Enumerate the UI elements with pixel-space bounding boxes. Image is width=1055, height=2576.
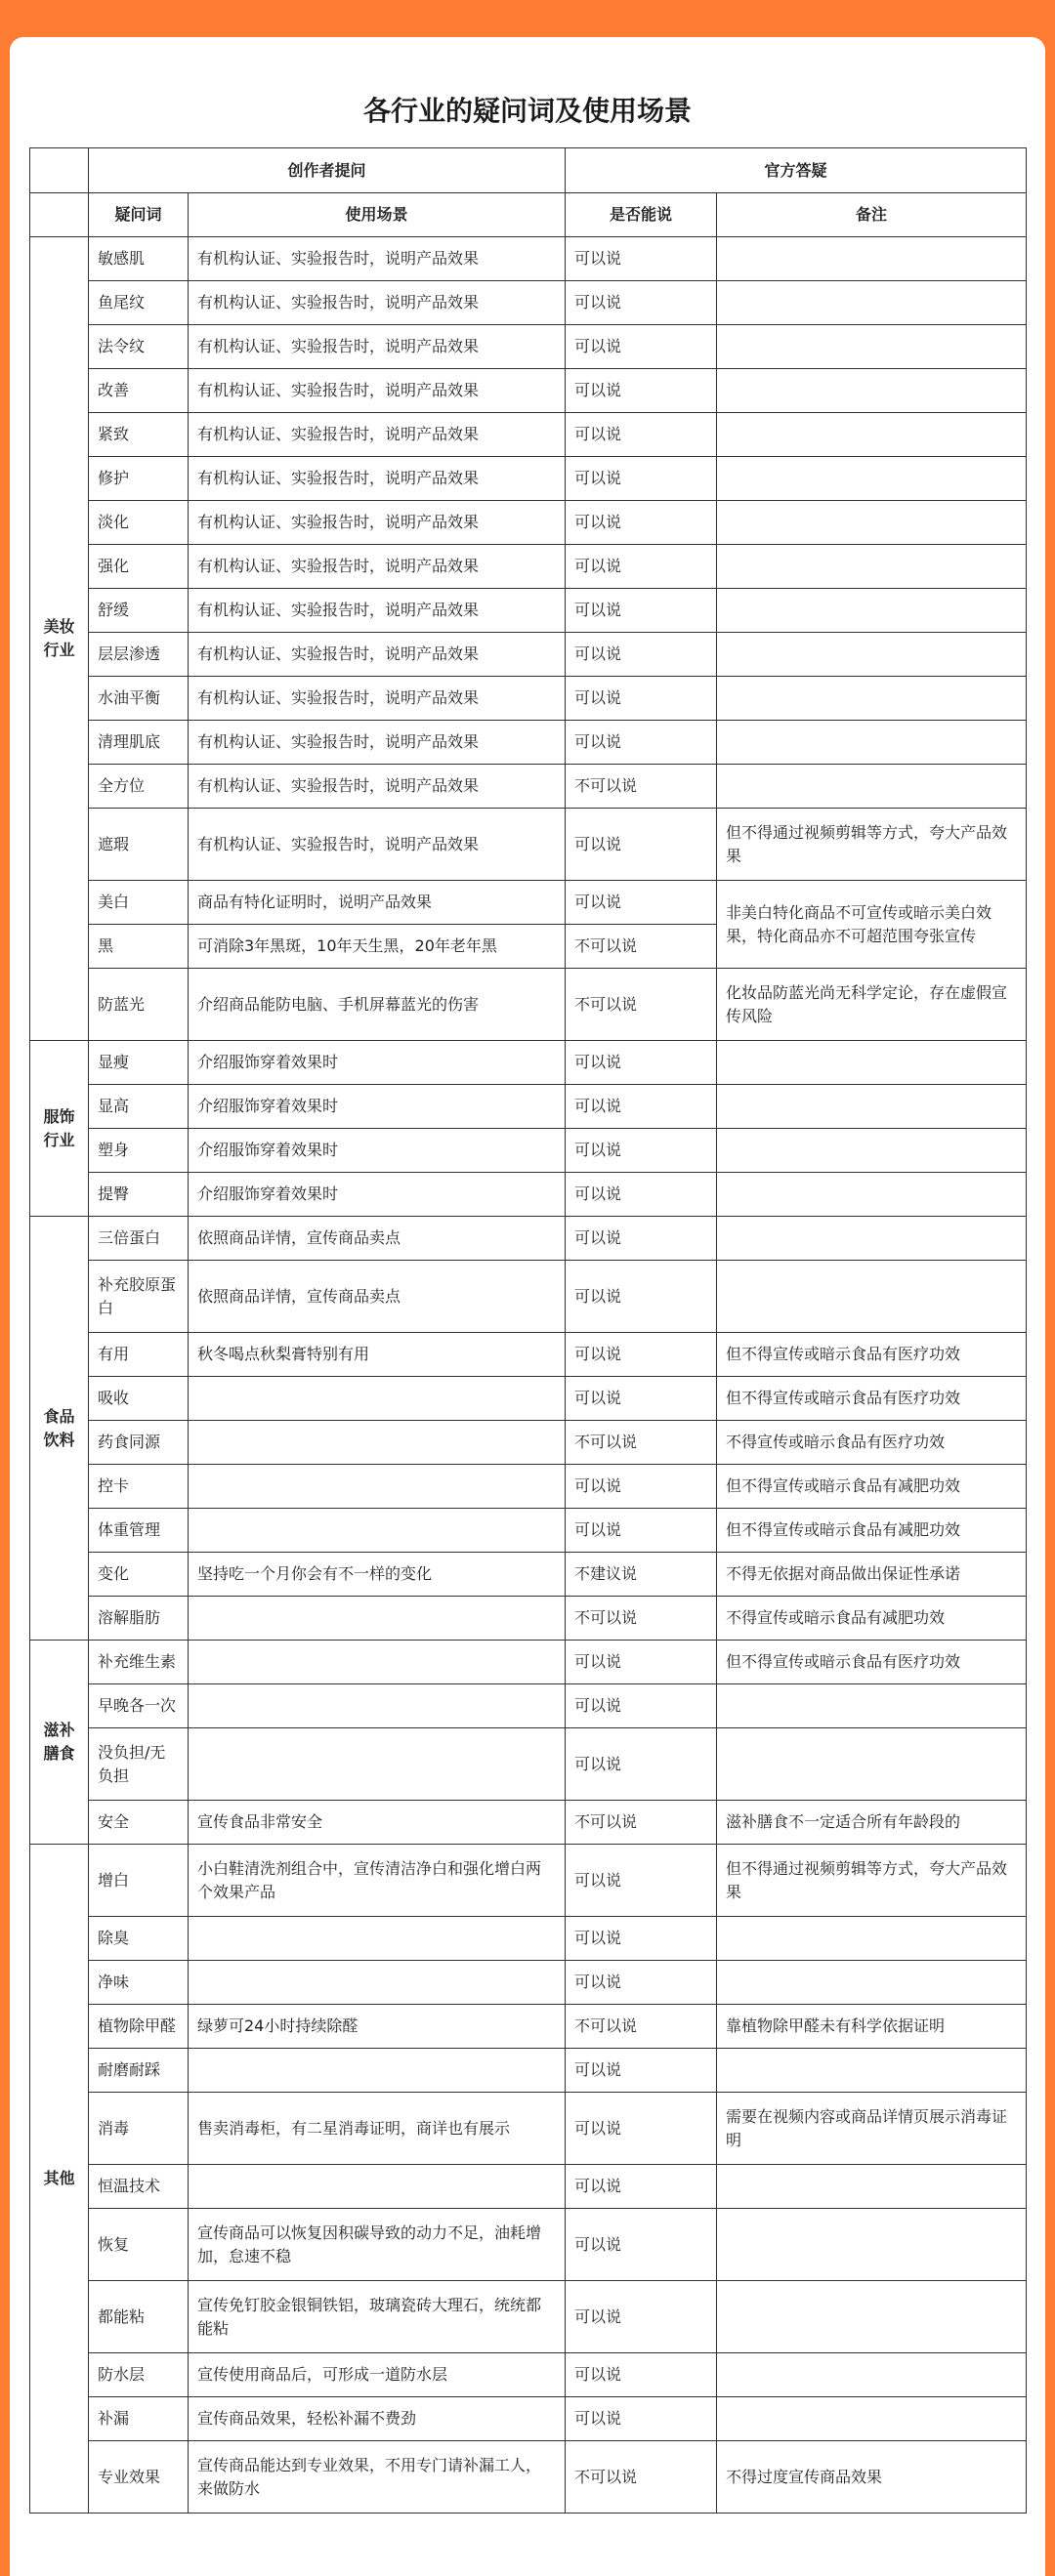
word-cell: 消毒 xyxy=(89,2093,189,2165)
note-cell xyxy=(717,545,1027,589)
word-cell: 除臭 xyxy=(89,1917,189,1961)
note-cell xyxy=(717,2165,1027,2209)
allowed-cell: 可以说 xyxy=(566,1377,717,1421)
scene-cell: 依照商品详情，宣传商品卖点 xyxy=(189,1261,566,1333)
note-cell: 但不得宣传或暗示食品有减肥功效 xyxy=(717,1509,1027,1553)
table-row xyxy=(30,1684,1027,1728)
word-cell: 都能粘 xyxy=(89,2281,189,2353)
word-cell: 改善 xyxy=(89,369,189,413)
scene-cell xyxy=(189,1728,566,1801)
content-card xyxy=(10,37,1045,2576)
word-cell: 美白 xyxy=(89,881,189,925)
note-cell: 靠植物除甲醛未有科学依据证明 xyxy=(717,2005,1027,2049)
word-cell: 防水层 xyxy=(89,2353,189,2397)
header-allowed: 是否能说 xyxy=(566,193,717,237)
note-cell xyxy=(717,2353,1027,2397)
table-row xyxy=(30,1041,1027,1085)
word-cell: 紧致 xyxy=(89,413,189,457)
allowed-cell: 可以说 xyxy=(566,677,717,721)
allowed-cell: 可以说 xyxy=(566,1684,717,1728)
table-row xyxy=(30,881,1027,925)
scene-cell: 有机构认证、实验报告时，说明产品效果 xyxy=(189,413,566,457)
scene-cell: 有机构认证、实验报告时，说明产品效果 xyxy=(189,457,566,501)
table-row xyxy=(30,325,1027,369)
scene-cell: 依照商品详情，宣传商品卖点 xyxy=(189,1217,566,1261)
scene-cell: 有机构认证、实验报告时，说明产品效果 xyxy=(189,809,566,881)
word-cell: 补漏 xyxy=(89,2397,189,2441)
note-cell xyxy=(717,1728,1027,1801)
note-cell xyxy=(717,1041,1027,1085)
table-row xyxy=(30,1129,1027,1173)
note-cell xyxy=(717,1217,1027,1261)
table-row xyxy=(30,1085,1027,1129)
note-cell xyxy=(717,1961,1027,2005)
header-group-official: 官方答疑 xyxy=(566,148,1027,193)
allowed-cell: 可以说 xyxy=(566,545,717,589)
scene-cell xyxy=(189,1597,566,1641)
note-cell xyxy=(717,2281,1027,2353)
table-row xyxy=(30,1553,1027,1597)
scene-cell xyxy=(189,2049,566,2093)
note-cell: 不得过度宣传商品效果 xyxy=(717,2441,1027,2514)
note-cell xyxy=(717,281,1027,325)
table-row xyxy=(30,413,1027,457)
scene-cell: 宣传商品可以恢复因积碳导致的动力不足，油耗增加，怠速不稳 xyxy=(189,2209,566,2281)
note-cell: 不得无依据对商品做出保证性承诺 xyxy=(717,1553,1027,1597)
allowed-cell: 可以说 xyxy=(566,413,717,457)
note-cell xyxy=(717,1085,1027,1129)
scene-cell xyxy=(189,1377,566,1421)
allowed-cell: 可以说 xyxy=(566,881,717,925)
word-cell: 补充胶原蛋白 xyxy=(89,1261,189,1333)
note-cell xyxy=(717,677,1027,721)
scene-cell xyxy=(189,1961,566,2005)
word-cell: 修护 xyxy=(89,457,189,501)
allowed-cell: 不可以说 xyxy=(566,969,717,1041)
category-cell: 美妆行业 xyxy=(30,237,89,1041)
table-row xyxy=(30,1173,1027,1217)
scene-cell xyxy=(189,1421,566,1465)
word-cell: 早晚各一次 xyxy=(89,1684,189,1728)
table-row xyxy=(30,765,1027,809)
table-row xyxy=(30,545,1027,589)
note-cell xyxy=(717,1173,1027,1217)
allowed-cell: 可以说 xyxy=(566,809,717,881)
allowed-cell: 可以说 xyxy=(566,633,717,677)
allowed-cell: 不建议说 xyxy=(566,1553,717,1597)
allowed-cell: 可以说 xyxy=(566,1085,717,1129)
table-row xyxy=(30,1917,1027,1961)
scene-cell: 有机构认证、实验报告时，说明产品效果 xyxy=(189,545,566,589)
allowed-cell: 可以说 xyxy=(566,2353,717,2397)
allowed-cell: 可以说 xyxy=(566,2281,717,2353)
allowed-cell: 可以说 xyxy=(566,1333,717,1377)
word-cell: 补充维生素 xyxy=(89,1641,189,1684)
word-cell: 提臀 xyxy=(89,1173,189,1217)
table-row xyxy=(30,1333,1027,1377)
note-cell: 但不得通过视频剪辑等方式，夸大产品效果 xyxy=(717,809,1027,881)
note-cell xyxy=(717,765,1027,809)
allowed-cell: 可以说 xyxy=(566,1509,717,1553)
word-cell: 变化 xyxy=(89,1553,189,1597)
allowed-cell: 可以说 xyxy=(566,1465,717,1509)
note-cell xyxy=(717,369,1027,413)
word-cell: 强化 xyxy=(89,545,189,589)
scene-cell: 宣传使用商品后，可形成一道防水层 xyxy=(189,2353,566,2397)
scene-cell: 介绍服饰穿着效果时 xyxy=(189,1129,566,1173)
word-cell: 吸收 xyxy=(89,1377,189,1421)
word-cell: 控卡 xyxy=(89,1465,189,1509)
scene-cell: 有机构认证、实验报告时，说明产品效果 xyxy=(189,721,566,765)
scene-cell xyxy=(189,1509,566,1553)
note-cell: 不得宣传或暗示食品有减肥功效 xyxy=(717,1597,1027,1641)
page-title: 各行业的疑问词及使用场景 xyxy=(362,95,692,127)
scene-cell: 宣传食品非常安全 xyxy=(189,1801,566,1845)
table-row xyxy=(30,2397,1027,2441)
scene-cell: 有机构认证、实验报告时，说明产品效果 xyxy=(189,633,566,677)
table-row xyxy=(30,809,1027,881)
word-cell: 鱼尾纹 xyxy=(89,281,189,325)
allowed-cell: 可以说 xyxy=(566,1217,717,1261)
scene-cell: 宣传免钉胶金银铜铁铝，玻璃瓷砖大理石，统统都能粘 xyxy=(189,2281,566,2353)
table-row xyxy=(30,1261,1027,1333)
note-cell: 不得宣传或暗示食品有医疗功效 xyxy=(717,1421,1027,1465)
scene-cell xyxy=(189,1684,566,1728)
scene-cell: 绿萝可24小时持续除醛 xyxy=(189,2005,566,2049)
scene-cell: 介绍服饰穿着效果时 xyxy=(189,1173,566,1217)
word-cell: 净味 xyxy=(89,1961,189,2005)
header-group-creator: 创作者提问 xyxy=(89,148,566,193)
scene-cell: 有机构认证、实验报告时，说明产品效果 xyxy=(189,237,566,281)
note-cell xyxy=(717,237,1027,281)
word-cell: 专业效果 xyxy=(89,2441,189,2514)
table-row xyxy=(30,633,1027,677)
table-row xyxy=(30,2441,1027,2514)
note-cell xyxy=(717,1261,1027,1333)
table-row xyxy=(30,1845,1027,1917)
scene-cell: 售卖消毒柜，有二星消毒证明，商详也有展示 xyxy=(189,2093,566,2165)
table-row xyxy=(30,2281,1027,2353)
word-cell: 清理肌底 xyxy=(89,721,189,765)
table-row xyxy=(30,969,1027,1041)
category-cell: 服饰行业 xyxy=(30,1041,89,1217)
allowed-cell: 不可以说 xyxy=(566,2005,717,2049)
word-cell: 全方位 xyxy=(89,765,189,809)
note-cell xyxy=(717,589,1027,633)
header-corner-2 xyxy=(30,193,89,237)
word-cell: 显瘦 xyxy=(89,1041,189,1085)
word-cell: 有用 xyxy=(89,1333,189,1377)
note-cell: 非美白特化商品不可宣传或暗示美白效果，特化商品亦不可超范围夸张宣传 xyxy=(717,881,1027,969)
scene-cell: 有机构认证、实验报告时，说明产品效果 xyxy=(189,765,566,809)
table-row xyxy=(30,457,1027,501)
note-cell xyxy=(717,721,1027,765)
scene-cell: 宣传商品能达到专业效果，不用专门请补漏工人，来做防水 xyxy=(189,2441,566,2514)
table-row xyxy=(30,1728,1027,1801)
table-row xyxy=(30,1801,1027,1845)
scene-cell: 宣传商品效果，轻松补漏不费劲 xyxy=(189,2397,566,2441)
header-note: 备注 xyxy=(717,193,1027,237)
allowed-cell: 不可以说 xyxy=(566,2441,717,2514)
word-cell: 体重管理 xyxy=(89,1509,189,1553)
allowed-cell: 可以说 xyxy=(566,1041,717,1085)
scene-cell xyxy=(189,1465,566,1509)
allowed-cell: 可以说 xyxy=(566,589,717,633)
category-cell: 滋补膳食 xyxy=(30,1641,89,1845)
word-cell: 敏感肌 xyxy=(89,237,189,281)
scene-cell xyxy=(189,1917,566,1961)
note-cell xyxy=(717,1917,1027,1961)
header-word: 疑问词 xyxy=(89,193,189,237)
note-cell xyxy=(717,325,1027,369)
word-cell: 黑 xyxy=(89,925,189,969)
table-row xyxy=(30,2209,1027,2281)
note-cell xyxy=(717,501,1027,545)
note-cell xyxy=(717,2209,1027,2281)
word-cell: 塑身 xyxy=(89,1129,189,1173)
word-cell: 显高 xyxy=(89,1085,189,1129)
table-row xyxy=(30,677,1027,721)
table-row xyxy=(30,1217,1027,1261)
word-cell: 层层渗透 xyxy=(89,633,189,677)
table-row xyxy=(30,2165,1027,2209)
category-cell: 其他 xyxy=(30,1845,89,2514)
table-row xyxy=(30,2005,1027,2049)
allowed-cell: 不可以说 xyxy=(566,925,717,969)
note-cell: 但不得宣传或暗示食品有减肥功效 xyxy=(717,1465,1027,1509)
note-cell: 化妆品防蓝光尚无科学定论，存在虚假宣传风险 xyxy=(717,969,1027,1041)
allowed-cell: 可以说 xyxy=(566,1961,717,2005)
allowed-cell: 可以说 xyxy=(566,1129,717,1173)
allowed-cell: 不可以说 xyxy=(566,765,717,809)
table-row xyxy=(30,2093,1027,2165)
table-row xyxy=(30,2353,1027,2397)
word-cell: 水油平衡 xyxy=(89,677,189,721)
scene-cell: 可消除3年黑斑，10年天生黑，20年老年黑 xyxy=(189,925,566,969)
allowed-cell: 可以说 xyxy=(566,501,717,545)
scene-cell: 小白鞋清洗剂组合中，宣传清洁净白和强化增白两个效果产品 xyxy=(189,1845,566,1917)
word-cell: 防蓝光 xyxy=(89,969,189,1041)
note-cell: 需要在视频内容或商品详情页展示消毒证明 xyxy=(717,2093,1027,2165)
scene-cell xyxy=(189,1641,566,1684)
allowed-cell: 可以说 xyxy=(566,721,717,765)
scene-cell: 介绍服饰穿着效果时 xyxy=(189,1041,566,1085)
note-cell: 但不得通过视频剪辑等方式，夸大产品效果 xyxy=(717,1845,1027,1917)
note-cell: 但不得宣传或暗示食品有医疗功效 xyxy=(717,1377,1027,1421)
allowed-cell: 可以说 xyxy=(566,1728,717,1801)
table-row xyxy=(30,721,1027,765)
allowed-cell: 不可以说 xyxy=(566,1597,717,1641)
allowed-cell: 可以说 xyxy=(566,237,717,281)
scene-cell: 有机构认证、实验报告时，说明产品效果 xyxy=(189,369,566,413)
allowed-cell: 可以说 xyxy=(566,1845,717,1917)
allowed-cell: 可以说 xyxy=(566,2397,717,2441)
allowed-cell: 可以说 xyxy=(566,2049,717,2093)
scene-cell: 介绍服饰穿着效果时 xyxy=(189,1085,566,1129)
allowed-cell: 可以说 xyxy=(566,369,717,413)
table-row xyxy=(30,2049,1027,2093)
table-row xyxy=(30,1421,1027,1465)
allowed-cell: 可以说 xyxy=(566,1261,717,1333)
allowed-cell: 不可以说 xyxy=(566,1801,717,1845)
note-cell xyxy=(717,1129,1027,1173)
scene-cell: 有机构认证、实验报告时，说明产品效果 xyxy=(189,281,566,325)
scene-cell: 有机构认证、实验报告时，说明产品效果 xyxy=(189,677,566,721)
table-row xyxy=(30,369,1027,413)
allowed-cell: 可以说 xyxy=(566,2165,717,2209)
table-row xyxy=(30,1597,1027,1641)
scene-cell: 商品有特化证明时，说明产品效果 xyxy=(189,881,566,925)
note-cell xyxy=(717,1684,1027,1728)
category-cell: 食品饮料 xyxy=(30,1217,89,1641)
note-cell: 但不得宣传或暗示食品有医疗功效 xyxy=(717,1641,1027,1684)
word-cell: 植物除甲醛 xyxy=(89,2005,189,2049)
allowed-cell: 可以说 xyxy=(566,457,717,501)
scene-cell xyxy=(189,2165,566,2209)
allowed-cell: 不可以说 xyxy=(566,1421,717,1465)
scene-cell: 有机构认证、实验报告时，说明产品效果 xyxy=(189,589,566,633)
allowed-cell: 可以说 xyxy=(566,1173,717,1217)
allowed-cell: 可以说 xyxy=(566,1641,717,1684)
word-cell: 溶解脂肪 xyxy=(89,1597,189,1641)
word-cell: 淡化 xyxy=(89,501,189,545)
table-row xyxy=(30,1509,1027,1553)
scene-cell: 坚持吃一个月你会有不一样的变化 xyxy=(189,1553,566,1597)
word-cell: 恒温技术 xyxy=(89,2165,189,2209)
allowed-cell: 可以说 xyxy=(566,2093,717,2165)
allowed-cell: 可以说 xyxy=(566,325,717,369)
table-row xyxy=(30,501,1027,545)
header-scene: 使用场景 xyxy=(189,193,566,237)
scene-cell: 秋冬喝点秋梨膏特别有用 xyxy=(189,1333,566,1377)
scene-cell: 有机构认证、实验报告时，说明产品效果 xyxy=(189,325,566,369)
note-cell xyxy=(717,2049,1027,2093)
header-corner xyxy=(30,148,89,193)
word-cell: 安全 xyxy=(89,1801,189,1845)
word-cell: 法令纹 xyxy=(89,325,189,369)
table-row xyxy=(30,1961,1027,2005)
word-cell: 增白 xyxy=(89,1845,189,1917)
scene-cell: 介绍商品能防电脑、手机屏幕蓝光的伤害 xyxy=(189,969,566,1041)
word-cell: 舒缓 xyxy=(89,589,189,633)
table-row xyxy=(30,281,1027,325)
table-row xyxy=(30,1641,1027,1684)
table-row xyxy=(30,237,1027,281)
word-cell: 恢复 xyxy=(89,2209,189,2281)
table-row xyxy=(30,1465,1027,1509)
allowed-cell: 可以说 xyxy=(566,281,717,325)
note-cell xyxy=(717,413,1027,457)
keyword-table xyxy=(29,147,1027,2514)
allowed-cell: 可以说 xyxy=(566,1917,717,1961)
word-cell: 遮瑕 xyxy=(89,809,189,881)
note-cell xyxy=(717,2397,1027,2441)
note-cell: 滋补膳食不一定适合所有年龄段的 xyxy=(717,1801,1027,1845)
allowed-cell: 可以说 xyxy=(566,2209,717,2281)
word-cell: 药食同源 xyxy=(89,1421,189,1465)
word-cell: 耐磨耐踩 xyxy=(89,2049,189,2093)
note-cell: 但不得宣传或暗示食品有医疗功效 xyxy=(717,1333,1027,1377)
word-cell: 三倍蛋白 xyxy=(89,1217,189,1261)
table-row xyxy=(30,589,1027,633)
word-cell: 没负担/无负担 xyxy=(89,1728,189,1801)
scene-cell: 有机构认证、实验报告时，说明产品效果 xyxy=(189,501,566,545)
note-cell xyxy=(717,457,1027,501)
table-row xyxy=(30,1377,1027,1421)
note-cell xyxy=(717,633,1027,677)
